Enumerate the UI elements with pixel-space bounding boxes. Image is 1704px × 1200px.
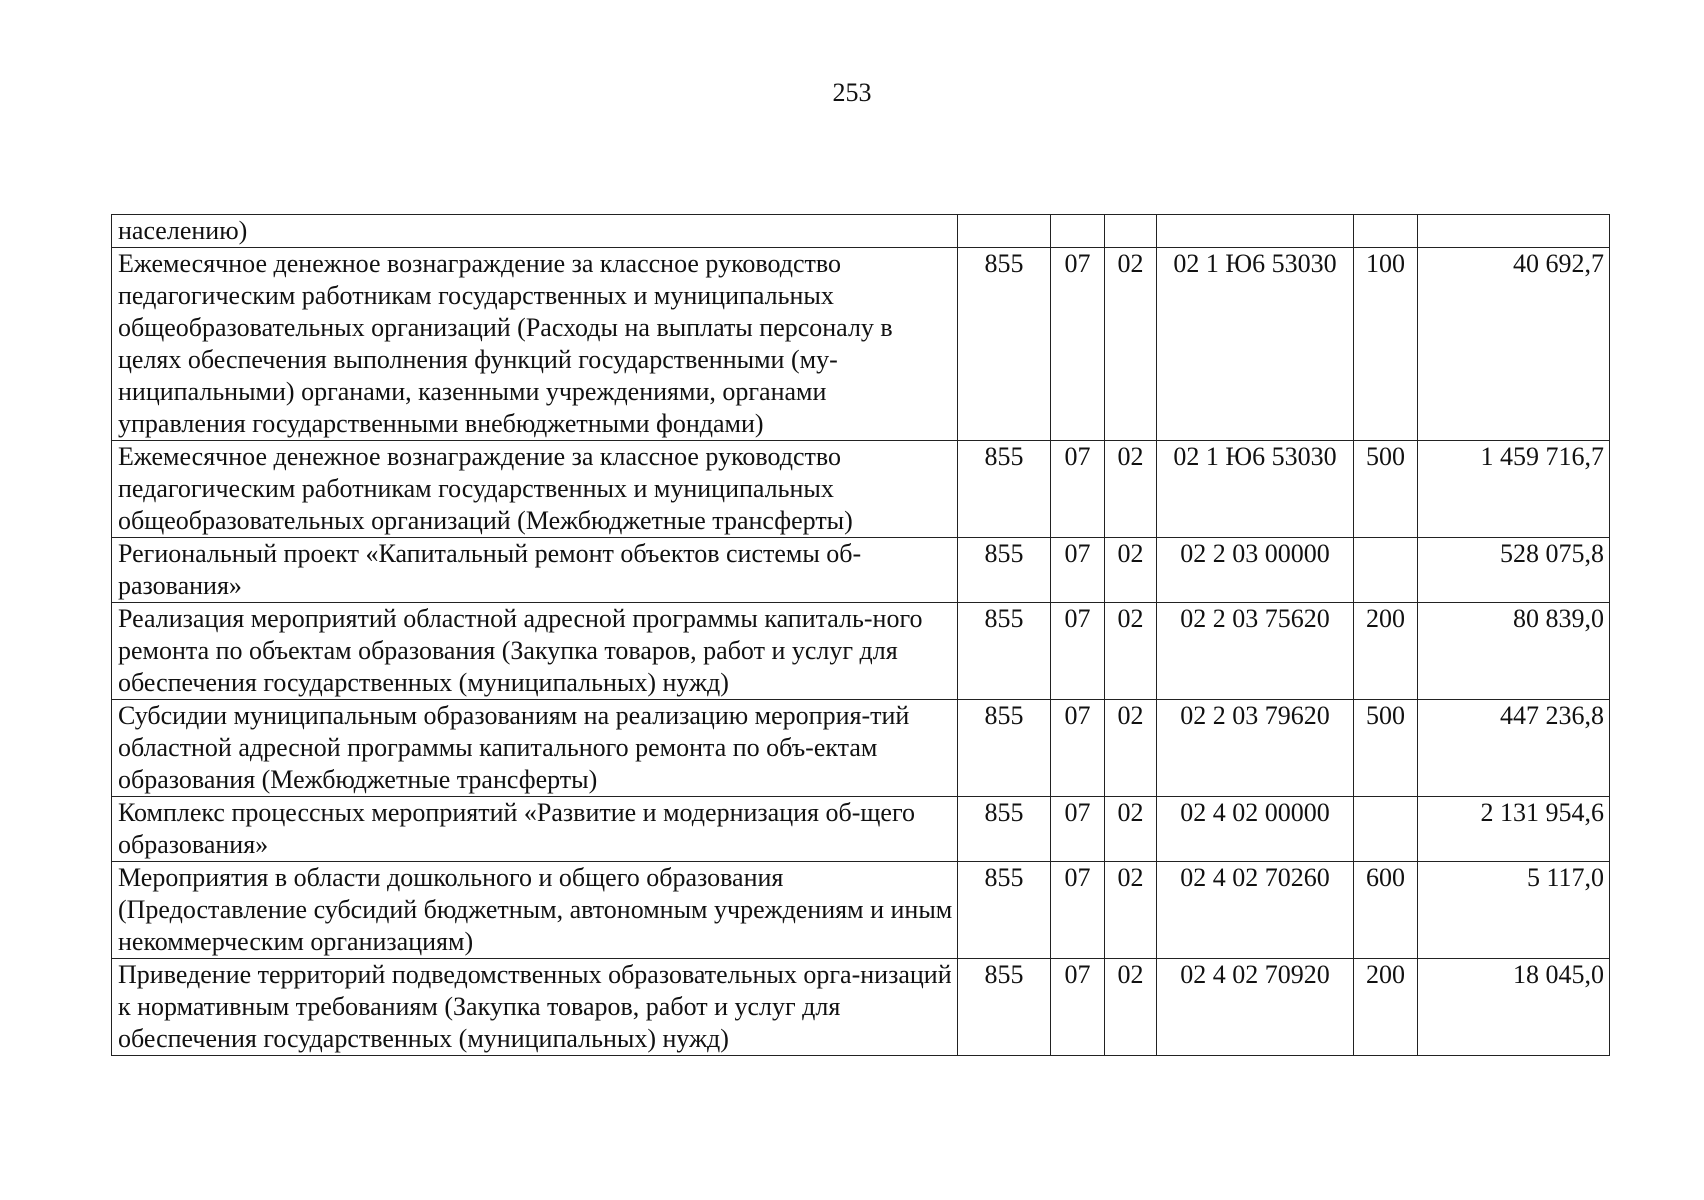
- amount: 40 692,7: [1418, 248, 1610, 441]
- amount: [1418, 215, 1610, 248]
- subsection-code: 02: [1105, 862, 1157, 959]
- row-name: Региональный проект «Капитальный ремонт объектов системы об-разования»: [112, 538, 958, 603]
- expense-type-code: [1354, 215, 1418, 248]
- expense-type-code: 600: [1354, 862, 1418, 959]
- subsection-code: 02: [1105, 700, 1157, 797]
- table-row: [112, 538, 1610, 603]
- target-article-code: 02 1 Ю6 53030: [1157, 441, 1354, 538]
- ministry-code: [958, 215, 1051, 248]
- target-article-code: 02 2 03 75620: [1157, 603, 1354, 700]
- ministry-code: 855: [958, 248, 1051, 441]
- amount: 18 045,0: [1418, 959, 1610, 1056]
- amount: 2 131 954,6: [1418, 797, 1610, 862]
- section-code: 07: [1051, 538, 1105, 603]
- amount: 5 117,0: [1418, 862, 1610, 959]
- amount: 447 236,8: [1418, 700, 1610, 797]
- section-code: [1051, 215, 1105, 248]
- row-name: Ежемесячное денежное вознаграждение за классное руководство педагогическим работникам государственных и муниципальных общеобразовательных организаций (Межбюджетные трансферты): [112, 441, 958, 538]
- row-name: Субсидии муниципальным образованиям на реализацию мероприя-тий областной адресной программы капитального ремонта по объ-ектам образования (Межбюджетные трансферты): [112, 700, 958, 797]
- table-row: [112, 215, 1610, 248]
- expense-type-code: 500: [1354, 441, 1418, 538]
- expense-type-code: 100: [1354, 248, 1418, 441]
- target-article-code: [1157, 215, 1354, 248]
- target-article-code: 02 2 03 00000: [1157, 538, 1354, 603]
- row-name: Приведение территорий подведомственных образовательных орга-низаций к нормативным требованиям (Закупка товаров, работ и услуг для обеспечения государственных (муниципальных) нужд): [112, 959, 958, 1056]
- row-name: населению): [112, 215, 958, 248]
- ministry-code: 855: [958, 441, 1051, 538]
- ministry-code: 855: [958, 797, 1051, 862]
- row-name: Комплекс процессных мероприятий «Развитие и модернизация об-щего образования»: [112, 797, 958, 862]
- target-article-code: 02 4 02 70260: [1157, 862, 1354, 959]
- expense-type-code: [1354, 797, 1418, 862]
- subsection-code: [1105, 215, 1157, 248]
- expense-type-code: 200: [1354, 959, 1418, 1056]
- section-code: 07: [1051, 959, 1105, 1056]
- section-code: 07: [1051, 248, 1105, 441]
- ministry-code: 855: [958, 862, 1051, 959]
- ministry-code: 855: [958, 959, 1051, 1056]
- subsection-code: 02: [1105, 248, 1157, 441]
- subsection-code: 02: [1105, 441, 1157, 538]
- section-code: 07: [1051, 700, 1105, 797]
- budget-table: [111, 214, 1610, 1056]
- subsection-code: 02: [1105, 959, 1157, 1056]
- subsection-code: 02: [1105, 797, 1157, 862]
- expense-type-code: 500: [1354, 700, 1418, 797]
- ministry-code: 855: [958, 603, 1051, 700]
- table-row: [112, 603, 1610, 700]
- section-code: 07: [1051, 862, 1105, 959]
- section-code: 07: [1051, 441, 1105, 538]
- section-code: 07: [1051, 797, 1105, 862]
- table-row: [112, 862, 1610, 959]
- row-name: Реализация мероприятий областной адресной программы капиталь-ного ремонта по объектам образования (Закупка товаров, работ и услуг для обеспечения государственных (муниципальных) нужд): [112, 603, 958, 700]
- table-row: [112, 248, 1610, 441]
- target-article-code: 02 4 02 00000: [1157, 797, 1354, 862]
- page-number: 253: [832, 78, 872, 107]
- subsection-code: 02: [1105, 603, 1157, 700]
- table-row: [112, 700, 1610, 797]
- row-name: Ежемесячное денежное вознаграждение за классное руководство педагогическим работникам государственных и муниципальных общеобразовательных организаций (Расходы на выплаты персоналу в целях обеспечения выполнения функций государственными (му-ниципальными) органами, казенными учреждениями, органами управления государственными внебюджетными фондами): [112, 248, 958, 441]
- subsection-code: 02: [1105, 538, 1157, 603]
- expense-type-code: 200: [1354, 603, 1418, 700]
- expense-type-code: [1354, 538, 1418, 603]
- row-name: Мероприятия в области дошкольного и общего образования (Предоставление субсидий бюджетным, автономным учреждениям и иным некоммерческим организациям): [112, 862, 958, 959]
- amount: 80 839,0: [1418, 603, 1610, 700]
- section-code: 07: [1051, 603, 1105, 700]
- amount: 528 075,8: [1418, 538, 1610, 603]
- ministry-code: 855: [958, 538, 1051, 603]
- table-row: [112, 797, 1610, 862]
- target-article-code: 02 1 Ю6 53030: [1157, 248, 1354, 441]
- table-row: [112, 959, 1610, 1056]
- table-row: [112, 441, 1610, 538]
- target-article-code: 02 4 02 70920: [1157, 959, 1354, 1056]
- amount: 1 459 716,7: [1418, 441, 1610, 538]
- target-article-code: 02 2 03 79620: [1157, 700, 1354, 797]
- ministry-code: 855: [958, 700, 1051, 797]
